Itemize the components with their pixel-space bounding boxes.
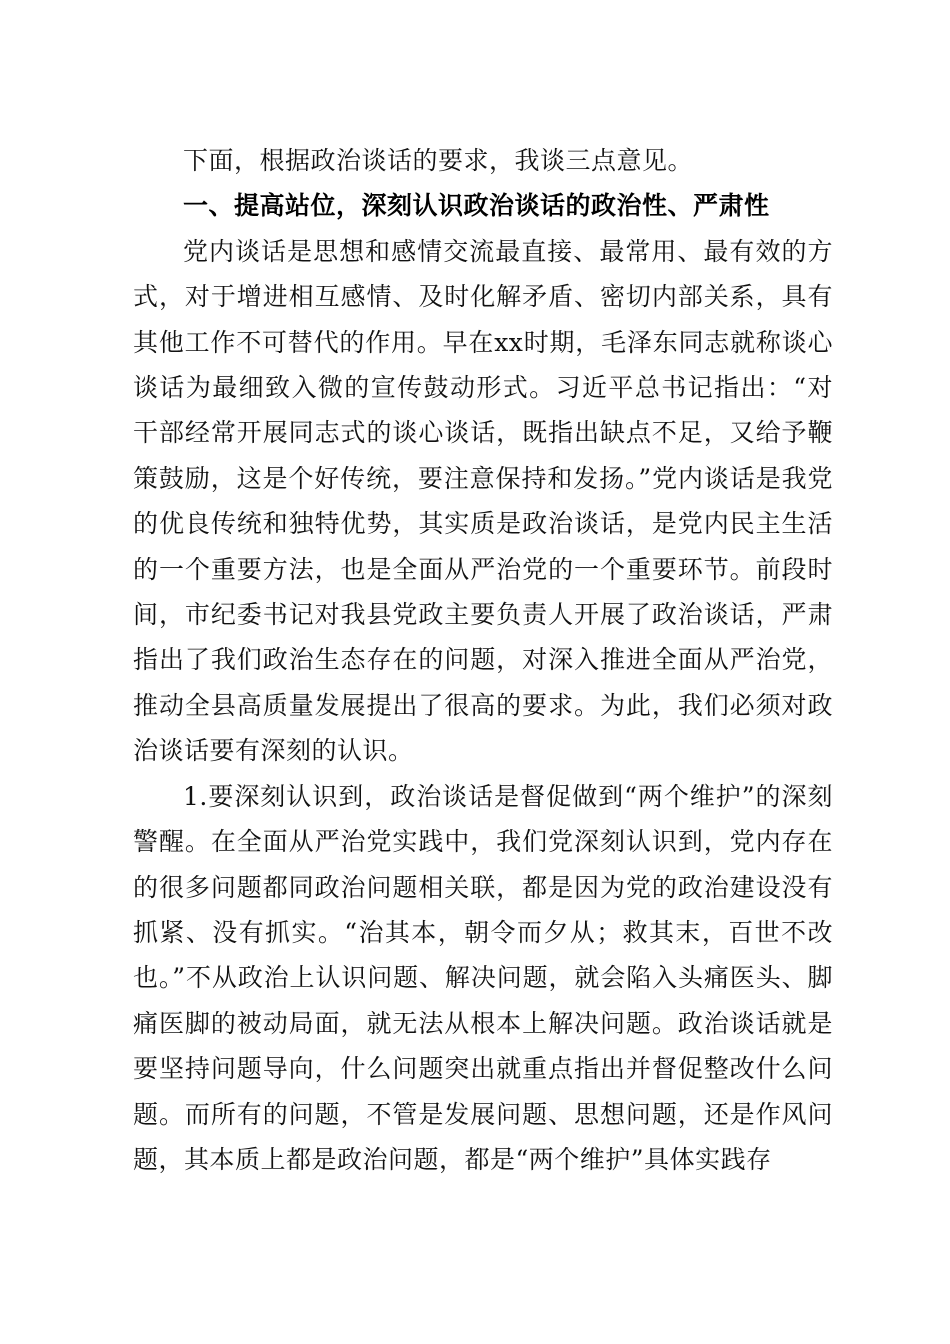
body-paragraph-2: 1.要深刻认识到，政治谈话是督促做到“两个维护”的深刻警醒。在全面从严治党实践中，我们党深刻认识到，党内存在的很多问题都同政治问题相关联，都是因为党的政治建设没有抓紧、没有抓实。“治其本，朝令而夕从；救其末，百世不改也。”不从政治上认识问题、解决问题，就会陷入头痛医头、脚痛医脚的被动局面，就无法从根本上解决问题。政治谈话就是要坚持问题导向，什么问题突出就重点指出并督促整改什么问题。而所有的问题，不管是发展问题、思想问题，还是作风问题，其本质上都是政治问题，都是“两个维护”具体实践存 bbox=[133, 781, 833, 1174]
section-heading-1: 一、提高站位，深刻认识政治谈话的政治性、严肃性 bbox=[183, 191, 770, 221]
document-body bbox=[133, 138, 833, 1182]
intro-paragraph: 下面，根据政治谈话的要求，我谈三点意见。 bbox=[183, 146, 694, 175]
body-paragraph-1: 党内谈话是思想和感情交流最直接、最常用、最有效的方式，对于增进相互感情、及时化解矛盾、密切内部关系，具有其他工作不可替代的作用。早在xx时期，毛泽东同志就称谈心谈话为最细致入微的宣传鼓动形式。习近平总书记指出：“对干部经常开展同志式的谈心谈话，既指出缺点不足，又给予鞭策鼓励，这是个好传统，要注意保持和发扬。”党内谈话是我党的优良传统和独特优势，其实质是政治谈话，是党内民主生活的一个重要方法，也是全面从严治党的一个重要环节。前段时间，市纪委书记对我县党政主要负责人开展了政治谈话，严肃指出了我们政治生态存在的问题，对深入推进全面从严治党，推动全县高质量发展提出了很高的要求。为此，我们必须对政治谈话要有深刻的认识。 bbox=[133, 236, 833, 766]
